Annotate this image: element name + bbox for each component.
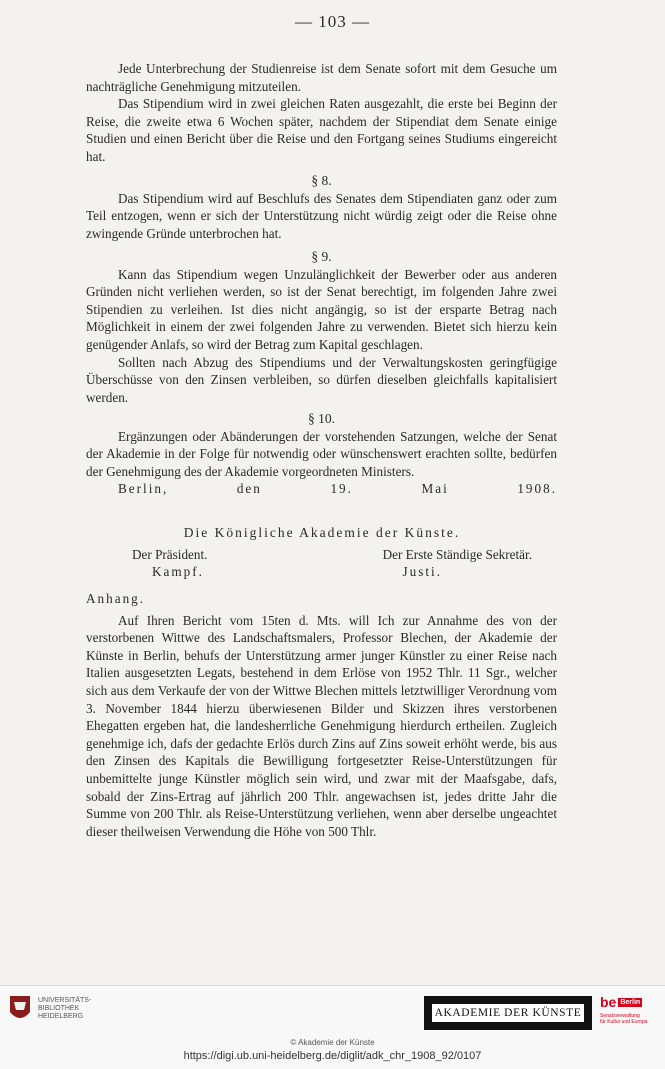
president-title: Der Präsident. <box>132 546 208 562</box>
secretary-name: Justi. <box>402 564 442 580</box>
date-line: Berlin, den 19. Mai 1908. <box>118 481 557 497</box>
section-heading: § 9. <box>311 249 332 264</box>
section-10 <box>86 410 557 498</box>
akademie-der-kuenste-logo[interactable] <box>424 996 592 1030</box>
secretary-title: Der Erste Ständige Sekretär. <box>382 546 532 562</box>
copyright-notice: © Akademie der Künste <box>290 1038 375 1047</box>
adk-label: AKADEMIE DER KÜNSTE <box>432 1004 584 1022</box>
library-name-line: UNIVERSITÄTS- <box>38 997 92 1004</box>
senate-line: für Kultur und Europa <box>600 1019 648 1025</box>
anhang-heading: Anhang. <box>86 591 146 606</box>
section-9 <box>86 248 557 406</box>
footer <box>0 985 665 1069</box>
page-number: — 103 — <box>295 12 370 31</box>
text-block-1 <box>86 60 557 166</box>
berlin-bar: Berlin <box>620 998 641 1006</box>
library-name-line: BIBLIOTHEK <box>38 1005 80 1012</box>
paragraph: Sollten nach Abzug des Stipendiums und der Verwaltungskosten geringfügige Überschüsse von den Zinsen verbleiben, so dürfen dieselben gleichfalls kapitalisiert werden. <box>86 354 557 405</box>
academy-name: Die Königliche Akademie der Künste. <box>183 525 461 540</box>
paragraph: Das Stipendium wird auf Beschlufs des Senates dem Stipendiaten ganz oder zum Teil entzogen, wenn er sich der Unterstützung nicht würdig zeigt oder die Reise ohne zwingende Gründe unterbrochen hat. <box>86 190 557 241</box>
paragraph: Jede Unterbrechung der Studienreise ist dem Senate sofort mit dem Gesuche um nachträgliche Genehmigung mitzuteilen. <box>86 61 557 94</box>
permalink-url[interactable]: https://digi.ub.uni-heidelberg.de/diglit/adk_chr_1908_92/0107 <box>183 1050 482 1062</box>
senate-line: Senatsverwaltung <box>600 1013 640 1019</box>
paragraph: Auf Ihren Bericht vom 15ten d. Mts. will Ich zur Annahme des von der verstorbenen Wittwe des Landschaftsmalers, Professor Blechen, der Akademie der Künste in Berlin, behufs der Unterstützung armer junger Künstler zu einer Reise nach Italien ausgesetzten Legats, bestehend in dem Erlöse von 1952 Thlr. 11 Sgr., welcher sich aus dem Verkaufe der von der Wittwe Blechen mittels letztwilliger Verordnung vom 3. November 1844 hierzu überwiesenen Bilder und Skizzen ihres verstorbenen Ehegatten ergeben hat, die landesherrliche Genehmigung hierdurch ertheilen. Zugleich genehmige ich, dafs der gedachte Erlös durch Zins auf Zins soweit erhöht werde, bis aus den Zinsen des Kapitals die Bewilligung fortgesetzter Reise-Unterstützungen für unbemittelte junge Künstler möglich sein wird, und zwar mit der Maafsgabe, dafs, sobald der Zins-Ertrag auf jährlich 200 Thlr. angewachsen ist, jedes dritte Jahr die Summe von 200 Thlr. als Reise-Unterstützung verliehen, wenn aber derselbe ungeachtet dieser theilweisen Verwendung die Höhe von 500 Thlr. <box>86 612 557 839</box>
paragraph: Das Stipendium wird in zwei gleichen Raten ausgezahlt, die erste bei Beginn der Reise, die zweite etwa 6 Wochen später, nachdem der Stipendiat dem Senate einige Studien und einen Bericht über die Reise und den Fortgang seines Studiums eingereicht hat. <box>86 96 557 164</box>
paragraph: Kann das Stipendium wegen Unzulänglichkeit der Bewerber oder aus anderen Gründen nicht verliehen werden, so ist der Senat berechtigt, im folgenden Jahre zwei Stipendien zu verleihen. Ist dies nicht angängig, so ist der ersparte Betrag nach Möglichkeit in einem der zwei folgenden Jahre zu verwenden. Bietet sich hierzu kein genügender Anlafs, so wird der Betrag zum Kapital geschlagen. <box>86 266 557 352</box>
section-8 <box>86 172 557 242</box>
berlin-be-mark: be <box>600 994 617 1010</box>
library-name-line: HEIDELBERG <box>38 1013 84 1020</box>
anhang <box>86 590 557 840</box>
president-name: Kampf. <box>152 564 204 580</box>
paragraph: Ergänzungen oder Abänderungen der vorstehenden Satzungen, welche der Senat der Akademie in der Folge für notwendig oder wünschenswert erachten sollte, bedürfen der Genehmigung des der Akademie vorgeordneten Ministers. <box>86 428 557 479</box>
university-library-logo[interactable] <box>8 994 91 1024</box>
signature-block <box>112 524 532 581</box>
section-heading: § 8. <box>311 173 332 188</box>
section-heading: § 10. <box>308 411 335 426</box>
berlin-senate-logo[interactable] <box>600 994 655 1025</box>
lion-crest-icon <box>8 994 32 1024</box>
